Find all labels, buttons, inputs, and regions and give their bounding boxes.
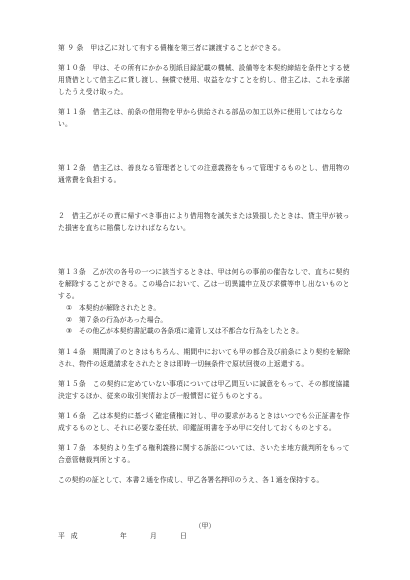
article-16 xyxy=(58,410,354,434)
article-text: 乙は本契約に基づく確定債権に対し、甲の要求があるときはいつでも公正証書を作成するものとし、それに必要な委任状、印鑑証明書を予め甲に交付しておくものとする。 xyxy=(58,411,350,432)
article-heading: 第 ９ 条 xyxy=(58,44,84,52)
article-heading: 第１１条 xyxy=(58,108,86,116)
article-12-clause-2: ２ 借主乙がその責に帰すべき事由により借用物を滅失または毀損したときは、貸主甲が被った損害を直ちに賠償しなければならない。 xyxy=(58,212,350,232)
article-text: 借主乙は、前条の借用物を甲から供給される部品の加工以外に使用してはならない。 xyxy=(58,108,343,128)
article-heading: 第１６条 xyxy=(58,411,86,420)
article-text: 本契約より生ずる権利義務に関する訴訟については、さいたま地方裁判所をもって合意管轄裁判所とする。 xyxy=(58,443,350,464)
article-text: 乙が次の各号の一つに該当するときは、甲は何らの事前の催告なしで、直ちに契約を解除することができる。この場合において、乙は一切異議申立及び求償等申し出ないものとする。 xyxy=(58,268,350,300)
date-era: 平成 xyxy=(58,531,84,540)
list-item: ③ その他乙が本契約書記載の各条項に違背し又は不都合な行為をしたとき。 xyxy=(66,327,303,335)
article-text: 期間満了のときはもちろん、期間中においても甲の都合及び前条により契約を解除され、物件の返還請求をされたときは即時一切無条件で原状回復の上返還する。 xyxy=(58,347,351,368)
date-day: 日 xyxy=(180,531,187,540)
article-text: 甲は乙に対して有する債権を第三者に譲渡することができる。 xyxy=(90,44,285,52)
closing-statement: この契約の証として、本書２通を作成し、甲乙各署名押印のうえ、各１通を保持する。 xyxy=(58,475,324,484)
article-text: 甲は、その所有にかかる別紙目録記載の機械、設備等を本契約締結を条件とする使用貸借として借主乙に貸し渡し、無償で使用、収益をなすことを約し、借主乙は、これを承諾したうえ受け取った。 xyxy=(58,64,350,96)
article-text: 借主乙は、善良なる管理者としての注意義務をもって管理するものとし、借用物の通常費を負担する。 xyxy=(58,164,350,184)
article-heading: 第１３条 xyxy=(58,268,86,276)
article-12-clause-1 xyxy=(58,162,354,186)
article-14 xyxy=(58,346,354,370)
date-line xyxy=(58,530,354,542)
article-heading: 第１４条 xyxy=(58,347,86,356)
article-9 xyxy=(58,42,354,54)
article-text: この契約に定めていない事項については甲乙間互いに誠意をもって、その都度協議決定するほか、従来の取引実情および一般慣習に従うものとする。 xyxy=(58,379,350,400)
date-year: 年 xyxy=(120,531,127,540)
article-13-items xyxy=(58,303,354,338)
article-17 xyxy=(58,442,354,466)
article-heading: 第１５条 xyxy=(58,379,86,388)
article-heading: 第１７条 xyxy=(58,443,86,452)
article-10 xyxy=(58,62,354,98)
article-13 xyxy=(58,266,354,302)
party-label-footer: （甲） xyxy=(194,522,216,530)
list-item: ② 第７条の行為があった場合。 xyxy=(66,315,168,324)
article-heading: 第１２条 xyxy=(58,164,86,172)
article-heading: 第１０条 xyxy=(58,64,86,72)
article-11 xyxy=(58,106,354,130)
article-12 xyxy=(58,138,354,258)
date-month: 月 xyxy=(150,531,157,540)
article-15 xyxy=(58,378,354,402)
list-item: ① 本契約が解除されたとき。 xyxy=(66,304,161,312)
